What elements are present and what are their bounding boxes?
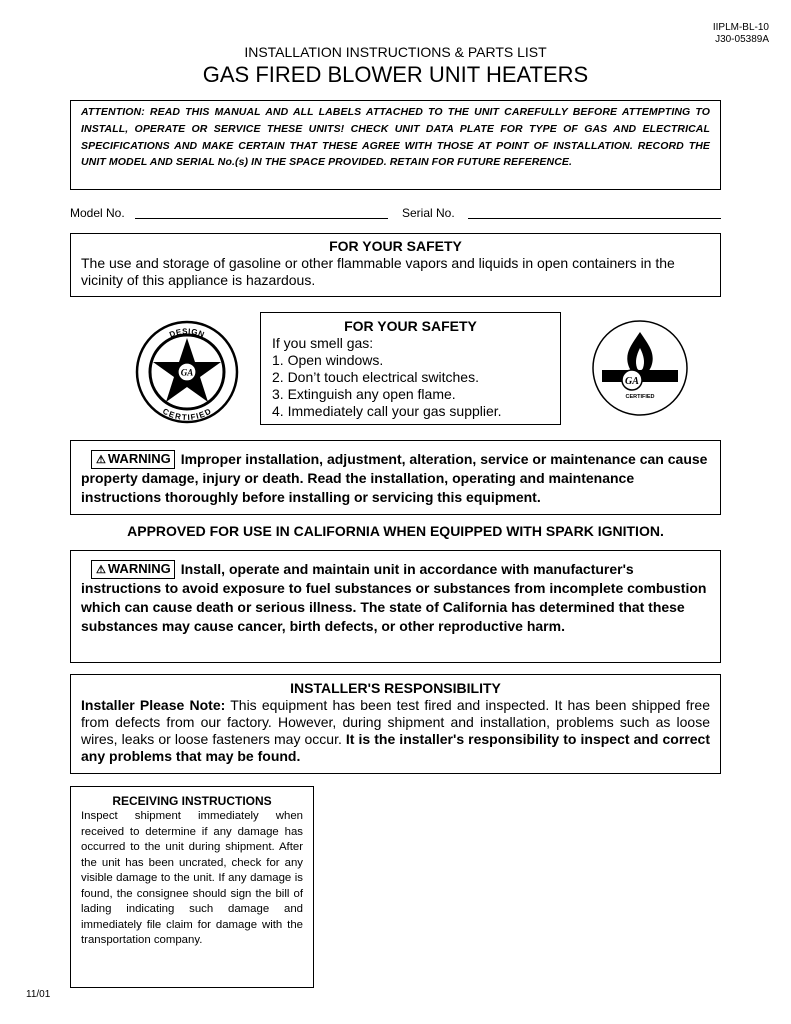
- document-title: GAS FIRED BLOWER UNIT HEATERS: [202, 62, 589, 87]
- safety2-line: If you smell gas:: [272, 335, 374, 351]
- document-id: [713, 22, 769, 46]
- safety2-line: 4. Immediately call your gas supplier.: [272, 403, 502, 419]
- serial-no-field[interactable]: [468, 218, 721, 219]
- logo-top-text: DESIGN: [168, 326, 206, 340]
- model-no-label: Model No.: [70, 206, 125, 220]
- receiving-instructions-box: [70, 786, 314, 988]
- california-approval-note: APPROVED FOR USE IN CALIFORNIA WHEN EQUIPPED WITH SPARK IGNITION.: [127, 523, 664, 539]
- safety2-heading: FOR YOUR SAFETY: [344, 318, 477, 334]
- installer-note-label: Installer Please Note:: [81, 697, 226, 713]
- logo-bottom-text: CERTIFIED: [160, 406, 214, 423]
- warning-triangle-icon: ⚠: [96, 454, 106, 466]
- warning-box-california: [70, 550, 721, 663]
- warning-text: Improper installation, adjustment, alteration, service or maintenance can cause property damage, injury or death. Read the installation, operating and maintenance instructions thoroughly before installing or servicing this equipment.: [81, 451, 708, 505]
- document-subtitle: INSTALLATION INSTRUCTIONS & PARTS LIST: [244, 44, 547, 60]
- installer-emphasis: It is the installer's responsibility to inspect and correct any problems that may be found.: [81, 731, 710, 764]
- doc-id-line2: J30-05389A: [715, 34, 769, 45]
- safety2-line: 2. Don’t touch electrical switches.: [272, 369, 479, 385]
- receiving-heading: RECEIVING INSTRUCTIONS: [112, 794, 272, 808]
- warning-badge-label: WARNING: [107, 561, 171, 576]
- logo-center-mark: GA: [180, 367, 194, 378]
- doc-id-line1: IIPLM-BL-10: [712, 22, 769, 33]
- installer-text: This equipment has been test fired and inspected. It has been shipped free from defects from our factory. However, during shipment and installation, problems such as loose wires, leaks or loose fasteners may occur.: [81, 697, 710, 747]
- warning-badge: [91, 450, 175, 469]
- warning-triangle-icon: ⚠: [96, 564, 106, 576]
- receiving-text: Inspect shipment immediately when received to determine if any damage has occurred to the unit during shipment. After the unit has been uncrated, check for any visible damage to the unit. If any damage is found, the consignee should sign the bill of lading indicating such damage and immediately file claim for damage with the transportation company.: [81, 810, 303, 946]
- attention-box: ATTENTION: READ THIS MANUAL AND ALL LABELS ATTACHED TO THE UNIT CAREFULLY BEFORE ATTEMPTING TO INSTALL, OPERATE OR SERVICE THESE UNITS! CHECK UNIT DATA PLATE FOR TYPE OF GAS AND ELECTRICAL SPECIFICATIONS AND MAKE CERTAIN THAT THESE AGREE WITH THOSE AT POINT OF INSTALLATION. RECORD THE UNIT MODEL AND SERIAL No.(s) IN THE SPACE PROVIDED. RETAIN FOR FUTURE REFERENCE.: [70, 100, 721, 190]
- warning-badge: [91, 560, 175, 579]
- safety2-line: 3. Extinguish any open flame.: [272, 386, 456, 402]
- installer-heading: INSTALLER'S RESPONSIBILITY: [290, 680, 501, 696]
- serial-no-label: Serial No.: [402, 206, 455, 220]
- warning-badge-label: WARNING: [107, 451, 171, 466]
- model-no-field[interactable]: [135, 218, 388, 219]
- revision-date: 11/01: [26, 989, 51, 1000]
- design-certified-logo: [133, 318, 241, 426]
- warning-text: Install, operate and maintain unit in accordance with manufacturer's instructions to avoid exposure to fuel substances or substances from incomplete combustion which can cause death or serious illness. The state of California has determined that these substances may cause cancer, birth defects, or other reproductive harm.: [81, 561, 707, 634]
- flame-certified-logo: [590, 318, 690, 418]
- logo-center-mark: GA: [625, 376, 639, 387]
- installer-responsibility-box: [70, 674, 721, 774]
- safety-heading: FOR YOUR SAFETY: [329, 238, 462, 254]
- safety2-line: 1. Open windows.: [272, 352, 384, 368]
- safety-notice-gas-smell: [260, 312, 561, 425]
- safety-text: The use and storage of gasoline or other flammable vapors and liquids in open containers in the vicinity of this appliance is hazardous.: [81, 255, 675, 288]
- safety-notice-flammables: [70, 233, 721, 297]
- logo-bottom-text: CERTIFIED: [625, 394, 655, 400]
- warning-box-installation: [70, 440, 721, 515]
